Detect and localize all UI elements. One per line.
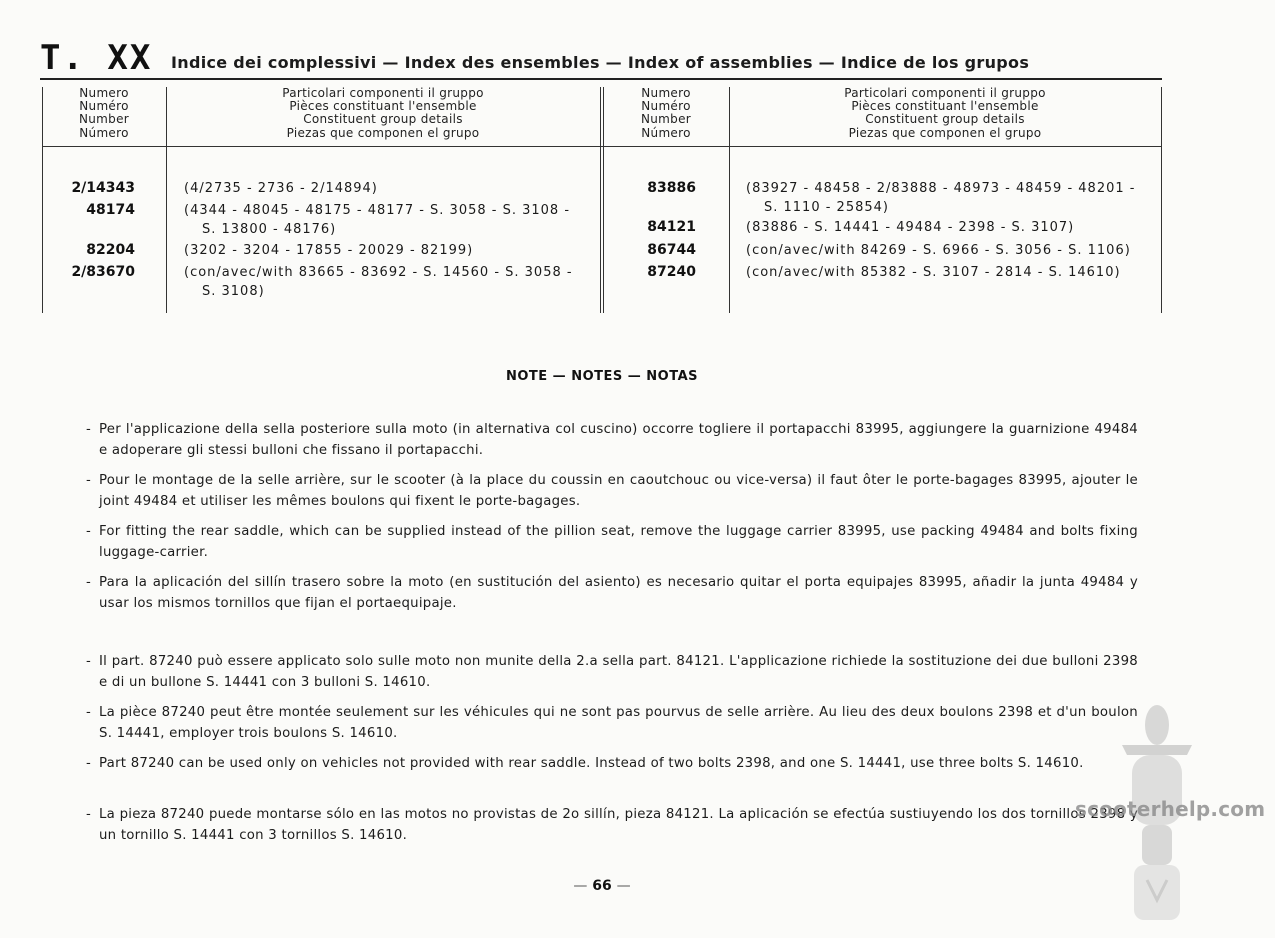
part-number: 86744 (647, 242, 696, 258)
page-code: T. XX (40, 38, 153, 78)
part-number: 2/83670 (71, 264, 135, 280)
note-item: - Pour le montage de la selle arrière, sur le scooter (à la place du coussin en caoutchouc ou vice-versa) il faut ôter le porte-bagages 83995, ajouter le joint 49484 et utiliser les mêmes boulons qui fixent le porte-bagages. (86, 473, 1138, 509)
number-header-left: Numero Numéro Number Número (78, 86, 129, 140)
table-divider-left (166, 87, 167, 313)
parts-header-left: Particolari componenti il gruppo Pièces constituant l'ensemble Constituent group details Piezas que componen el grupo (282, 86, 484, 140)
title-rule (40, 78, 1162, 80)
note-item: - La pièce 87240 peut être montée seulement sur les véhicules qui ne sont pas pourvus de selle arrière. Au lieu des deux boulons 2398 et d'un boulon S. 14441, employer trois boulons S. 14610. (86, 705, 1138, 741)
table-divider-right (729, 87, 730, 313)
part-number: 87240 (647, 264, 696, 280)
note-item: - Per l'applicazione della sella posteriore sulla moto (in alternativa col cuscino) occorre togliere il portapacchi 83995, aggiungere la guarnizione 49484 e adoperare gli stessi bulloni che fissano il portapacchi. (86, 422, 1138, 458)
note-item: - La pieza 87240 puede montarse sólo en las motos no provistas de 2o sillín, pieza 84121. La aplicación se efectúa sustiuyendo los dos tornillos 2398 y un tornillo S. 14441 con 3 tornillos S. 14610. (86, 807, 1138, 843)
part-details: (83927 - 48458 - 2/83888 - 48973 - 48459 - 48201 - S. 1110 - 25854) (746, 181, 1136, 215)
notes-heading: NOTE — NOTES — NOTAS (505, 369, 699, 384)
number-header-right: Numero Numéro Number Número (640, 86, 691, 140)
part-number: 48174 (86, 202, 135, 218)
part-number: 83886 (647, 180, 696, 196)
part-number: 84121 (647, 219, 696, 235)
parts-header-right: Particolari componenti il gruppo Pièces constituant l'ensemble Constituent group details Piezas que componen el grupo (844, 86, 1046, 140)
part-details: (con/avec/with 85382 - S. 3107 - 2814 - S. 14610) (746, 265, 1121, 280)
note-item: - For fitting the rear saddle, which can be supplied instead of the pillion seat, remove the luggage carrier 83995, use packing 49484 and bolts fixing luggage-carrier. (86, 524, 1138, 560)
part-details: (con/avec/with 84269 - S. 6966 - S. 3056 - S. 1106) (746, 243, 1131, 258)
part-details: (83886 - S. 14441 - 49484 - 2398 - S. 3107) (746, 220, 1075, 235)
part-details: (con/avec/with 83665 - 83692 - S. 14560 - S. 3058 - S. 3108) (184, 265, 573, 299)
note-item: - Il part. 87240 può essere applicato solo sulle moto non munite della 2.a sella part. 84121. L'applicazione richiede la sostituzione dei due bulloni 2398 e di un bullone S. 14441 con 3 bulloni S. 14610. (86, 654, 1138, 690)
table-header-rule (42, 146, 1162, 147)
part-number: 2/14343 (71, 180, 135, 196)
part-number: 82204 (86, 242, 135, 258)
page-number: — 66 — (573, 878, 631, 894)
part-details: (3202 - 3204 - 17855 - 20029 - 82199) (184, 243, 474, 258)
note-item: - Part 87240 can be used only on vehicles not provided with rear saddle. Instead of two bolts 2398, and one S. 14441, use three bolts S. 14610. (86, 756, 1084, 771)
note-item: - Para la aplicación del sillín trasero sobre la moto (en sustitución del asiento) es necesario quitar el porta equipajes 83995, añadir la junta 49484 y usar los mismos tornillos que fijan el portaequipaje. (86, 575, 1138, 611)
part-details: (4344 - 48045 - 48175 - 48177 - S. 3058 - S. 3108 - S. 13800 - 48176) (184, 203, 571, 237)
page-title: Indice dei complessivi — Index des ensembles — Index of assemblies — Indice de los grupos (171, 53, 1030, 72)
part-details: (4/2735 - 2736 - 2/14894) (184, 181, 378, 196)
table-border-right (1161, 87, 1162, 313)
watermark-text: scooterhelp.com (1075, 797, 1266, 821)
